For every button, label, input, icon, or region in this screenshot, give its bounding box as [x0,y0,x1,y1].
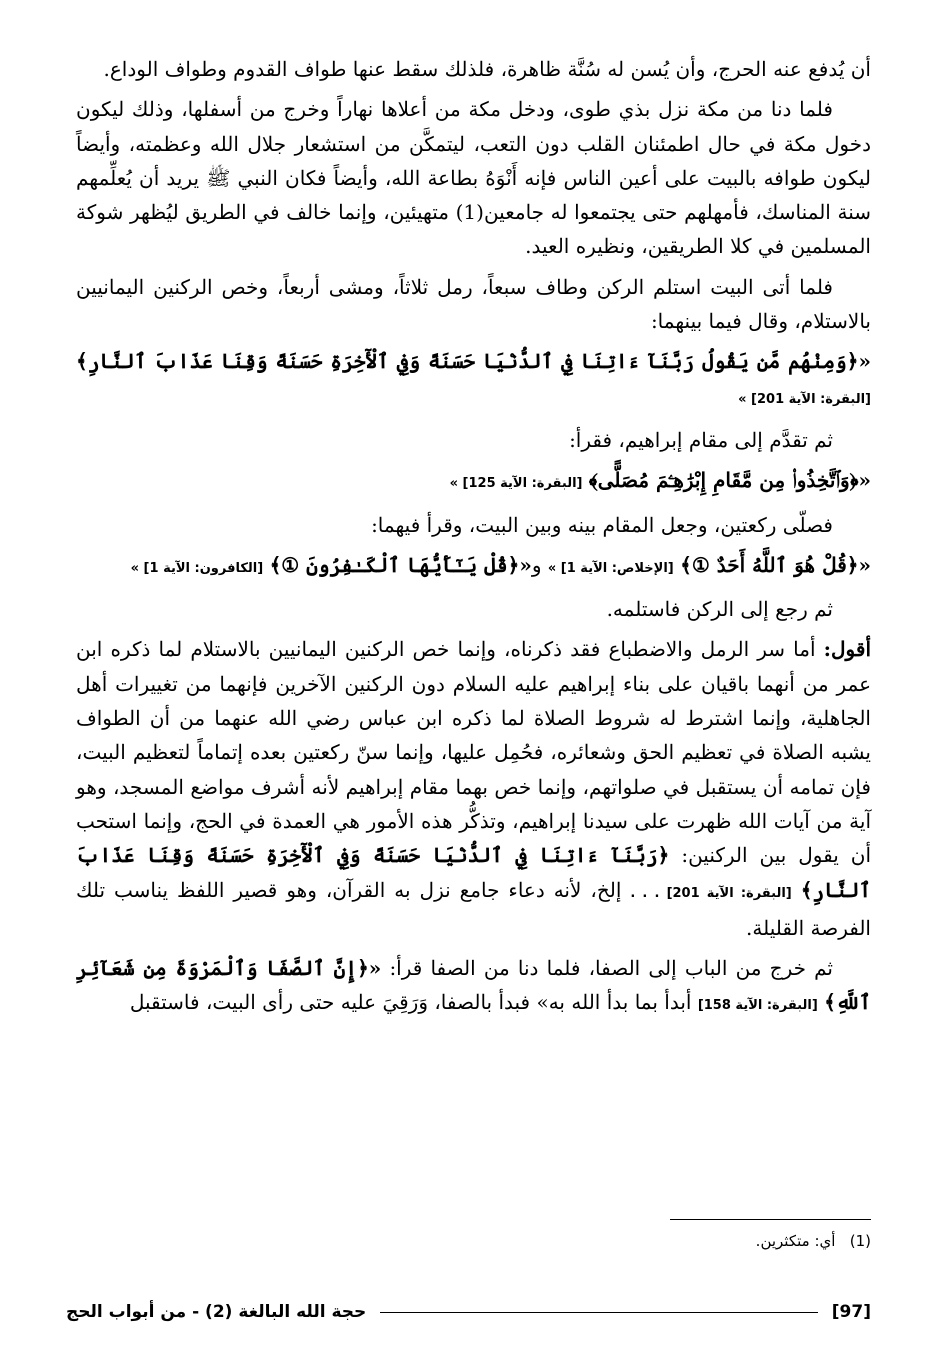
paragraph-1-text: أن يُدفع عنه الحرج، وأن يُسن له سُنَّة ظاهرة، فلذلك سقط عنها طواف القدوم وطواف الوداع. [103,57,871,81]
verse-1-text: «﴿وَمِنْهُم مَّن يَقُولُ رَبَّنَآ ءَاتِنَا فِي ٱلدُّنْيَا حَسَنَةً وَفِي ٱلْأٓخِرَةِ حَسَنَةً وَقِنَا عَذَابَ ٱلنَّارِ﴾ [76,349,871,374]
main-text [76,52,871,1030]
verse-3b-text: «﴿قُلْ يَـٰٓأَيُّهَا ٱلْكَـٰفِرُونَ ①﴾ [269,552,532,577]
paragraph-8-verse: «﴿إِنَّ ٱلصَّفَا وَٱلْمَرْوَةَ مِن شَعَآئِرِ ٱللَّهِ﴾ [76,956,871,1015]
paragraph-7-lead: أقول: [823,637,872,662]
page-number: [97] [831,1302,871,1322]
verse-3 [76,548,871,586]
paragraph-7-verse: ﴿رَبَّنَآ ءَاتِنَا فِي ٱلدُّنْيَا حَسَنَةً وَفِي ٱلْأٓخِرَةِ حَسَنَةً وَقِنَا عَذَابَ ٱلنَّارِ﴾ [76,843,872,902]
footnote-divider [670,1219,871,1220]
paragraph-1 [76,52,871,86]
verse-1-reference: [البقرة: الآية 201] » [738,391,871,407]
paragraph-8-start: ثم خرج من الباب إلى الصفا، فلما دنا من الصفا قرأ: [389,956,833,981]
paragraph-8-reference: [البقرة: الآية 158] [697,998,818,1014]
book-title: حجة الله البالغة (2) - من أبواب الحج [66,1302,367,1322]
paragraph-2 [76,92,871,263]
verse-3-conjunction: و [531,552,542,577]
paragraph-2-text: فلما دنا من مكة نزل بذي طوى، ودخل مكة من أعلاها نهاراً وخرج من أسفلها، وذلك ليكون دخول مكة في حال اطمئنان القلب دون التعب، ليتمكَّن من استشعار جلال الله وعظمته، وأيضاً ليكون طوافه بالبيت على أعين الناس فإنه أَنْوَهُ بطاعة الله، وأيضاً فكان النبي ﷺ يريد أن يُعلِّمهم سنة المناسك، فأمهلهم حتى يجتمعوا له جامعين(1) متهيئين، وإنما خالف في الطريق ليُظهر شوكة المسلمين في كلا الطريقين، ونظيره العيد. [76,97,871,259]
footer-divider [380,1312,817,1313]
paragraph-7-reference: [البقرة: الآية 201] . . . [630,885,792,901]
verse-2-text: «﴿وَٱتَّخِذُوا۟ مِن مَّقَامِ إِبْرَٰهِـۧمَ مُصَلًّى﴾ [588,468,871,493]
footnote-number: (1) [849,1232,871,1250]
page-footer [66,1298,871,1326]
paragraph-4-text: ثم تقدَّم إلى مقام إبراهيم، فقرأ: [569,427,833,452]
paragraph-8-end: أبدأ بما بدأ الله به» فبدأ بالصفا، وَرَقِيَ عليه حتى رأى البيت، فاستقبل [129,990,692,1015]
paragraph-5-text: فصلّى ركعتين، وجعل المقام بينه وبين البيت، وقرأ فيهما: [371,512,833,537]
verse-3b-reference: [الكافرون: الآية 1] » [130,560,264,576]
paragraph-7-text: أما سر الرمل والاضطباع فقد ذكرناه، وإنما خص الركنين اليمانيين بالاستلام لما ذكره ابن عمر من أنهما باقيان على بناء إبراهيم عليه السلام دون الركنين الآخرين فإنهما من تغييرات أهل الجاهلية، وإنما اشترط له شروط الصلاة لما ذكره ابن عباس رضي الله عنهما من أن الطواف يشبه الصلاة في تعظيم الحق وشعائره، فحُمِل عليها، وإنما سنّ ركعتين بعده إتماماً لتعظيم البيت، فإن تمامه أن يستقبل في صلواتهم، وإنما خص بهما مقام إبراهيم لأنه أشرف مواضع المسجد، وهو آية من آيات الله ظهرت على سيدنا إبراهيم، وتذكُّر هذه الأمور هي العمدة في الحج، وإنما استحب أن يقول بين الركنين: [76,637,872,868]
verse-1 [76,344,871,417]
paragraph-8 [76,951,871,1024]
paragraph-5 [76,508,871,542]
paragraph-6-text: ثم رجع إلى الركن فاستلمه. [606,597,833,622]
paragraph-3-text: فلما أتى البيت استلم الركن وطاف سبعاً، رمل ثلاثاً، ومشى أربعاً، وخص الركنين اليمانيين بالاستلام، وقال فيما بينهما: [76,274,871,334]
paragraph-4 [76,423,871,457]
verse-2-reference: [البقرة: الآية 125] » [449,476,583,492]
verse-3a-text: «﴿قُلْ هُوَ ٱللَّهُ أَحَدٌ ①﴾ [680,552,871,577]
footnote [756,1232,871,1250]
paragraph-6 [76,592,871,626]
paragraph-3 [76,270,871,339]
paragraph-7 [76,632,871,945]
paragraph-7-end: إلخ، لأنه دعاء جامع نزل به القرآن، وهو قصير اللفظ يناسب تلك الفرصة القليلة. [76,877,871,940]
footnote-text: أي: متكثرين. [755,1232,836,1250]
verse-3a-reference: [الإخلاص: الآية 1] » [547,560,674,576]
verse-2 [76,463,871,501]
